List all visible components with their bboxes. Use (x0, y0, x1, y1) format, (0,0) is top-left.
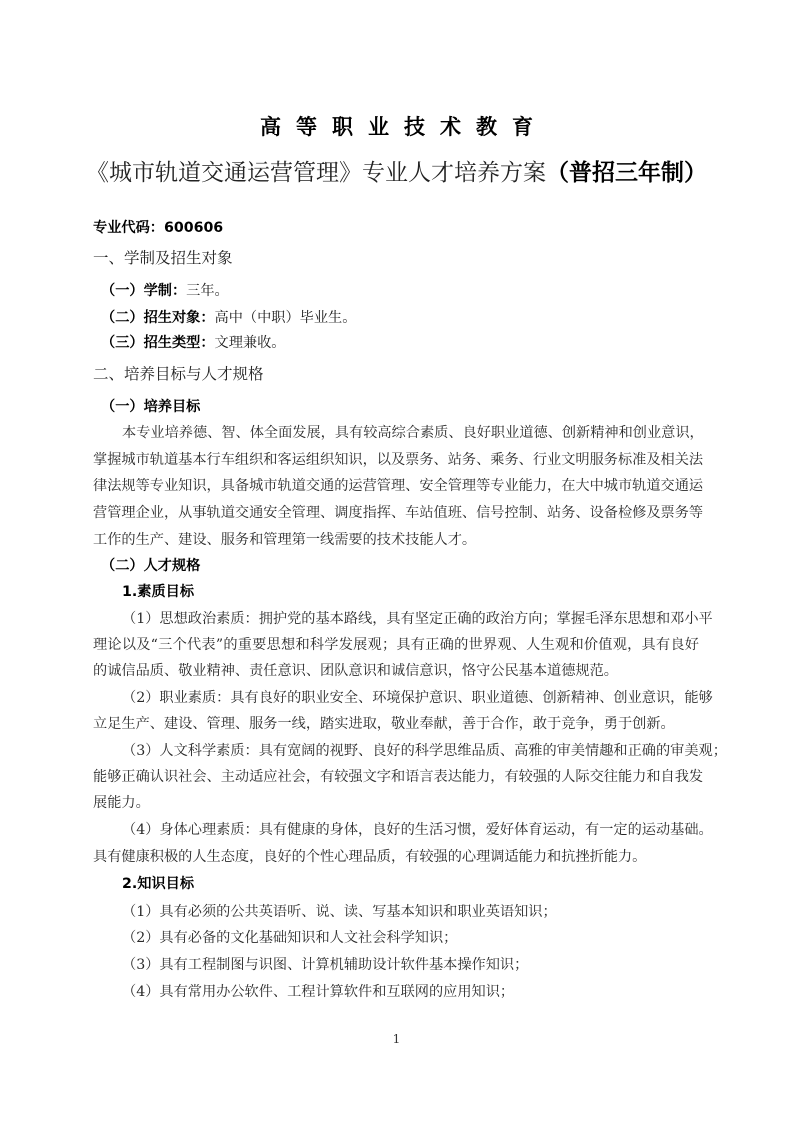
item-label: （三）招生类型： (101, 335, 215, 351)
paragraph-line: 工作的生产、建设、服务和管理第一线需要的技术技能人才。 (93, 532, 477, 548)
paragraph-line: （1）思想政治素质：拥护党的基本路线，具有坚定正确的政治方向；掌握毛泽东思想和邓小平 (122, 611, 713, 627)
page-number: 1 (392, 1032, 401, 1046)
paragraph-line: （2）职业素质：具有良好的职业安全、环境保护意识、职业道德、创新精神、创业意识，能够 (122, 690, 713, 706)
section-2-heading: 二、培养目标与人才规格 (93, 365, 264, 383)
item-label: （二）招生对象： (101, 310, 215, 326)
knowledge-item: （3）具有工程制图与识图、计算机辅助设计软件基本操作知识； (122, 957, 529, 973)
item-value: 文理兼收。 (214, 335, 286, 351)
section-1-item-target (101, 308, 707, 328)
document-title: 高等职业技术教育 (260, 115, 548, 139)
subsection-training-goal-heading: （一）培养目标 (101, 399, 201, 415)
knowledge-item: （4）具有常用办公软件、工程计算软件和互联网的应用知识； (122, 984, 515, 1000)
paragraph-line: 具有健康积极的人生态度，良好的个性心理品质，有较强的心理调适能力和抗挫折能力。 (93, 849, 647, 865)
paragraph-line: 展能力。 (93, 795, 150, 811)
knowledge-item: （1）具有必须的公共英语听、说、读、写基本知识和职业英语知识； (122, 904, 557, 920)
subtitle-program-type: （普招三年制） (546, 160, 707, 186)
subsection-talent-spec-heading: （二）人才规格 (101, 558, 201, 574)
subtitle-main: 《城市轨道交通运营管理》专业人才培养方案 (86, 160, 546, 186)
paragraph-line: （3）人文科学素质：具有宽阔的视野、良好的科学思维品质、高雅的审美情趣和正确的审美观； (122, 743, 727, 759)
major-code-label: 专业代码： (93, 220, 164, 236)
knowledge-goals-heading: 2.知识目标 (122, 876, 195, 892)
major-code (93, 218, 699, 238)
item-label: （一）学制： (101, 283, 187, 299)
section-1-item-duration (101, 281, 707, 301)
paragraph-line: 本专业培养德、智、体全面发展，具有较高综合素质、良好职业道德、创新精神和创业意识， (122, 425, 704, 441)
paragraph-line: 理论以及“三个代表”的重要思想和科学发展观；具有正确的世界观、人生观和价值观，具有良好 (93, 637, 699, 653)
item-value: 三年。 (186, 283, 229, 299)
section-1-heading: 一、学制及招生对象 (93, 249, 233, 267)
paragraph-line: 立足生产、建设、管理、服务一线，踏实进取，敬业奉献，善于合作，敢于竞争，勇于创新。 (93, 716, 675, 732)
paragraph-line: （4）身体心理素质：具有健康的身体，良好的生活习惯，爱好体育运动，有一定的运动基础。 (122, 822, 713, 838)
paragraph-line: 掌握城市轨道基本行车组织和客运组织知识，以及票务、站务、乘务、行业文明服务标准及相关法 (93, 452, 704, 468)
section-1-item-type (101, 333, 707, 353)
paragraph-line: 的诚信品质、敬业精神、责任意识、团队意识和诚信意识，恪守公民基本道德规范。 (93, 663, 618, 679)
paragraph-line: 营管理企业，从事轨道交通安全管理、调度指挥、车站值班、信号控制、站务、设备检修及票务等 (93, 505, 704, 521)
paragraph-line: 律法规等专业知识，具备城市轨道交通的运营管理、安全管理等专业能力，在大中城市轨道交通运 (93, 478, 704, 494)
quality-goals-heading: 1.素质目标 (122, 584, 195, 600)
knowledge-item: （2）具有必备的文化基础知识和人文社会科学知识； (122, 930, 458, 946)
major-code-value: 600606 (163, 220, 224, 236)
document-subtitle (0, 156, 793, 190)
paragraph-line: 能够正确认识社会、主动适应社会，有较强文字和语言表达能力，有较强的人际交往能力和自我发 (93, 769, 704, 785)
item-value: 高中（中职）毕业生。 (214, 310, 357, 326)
